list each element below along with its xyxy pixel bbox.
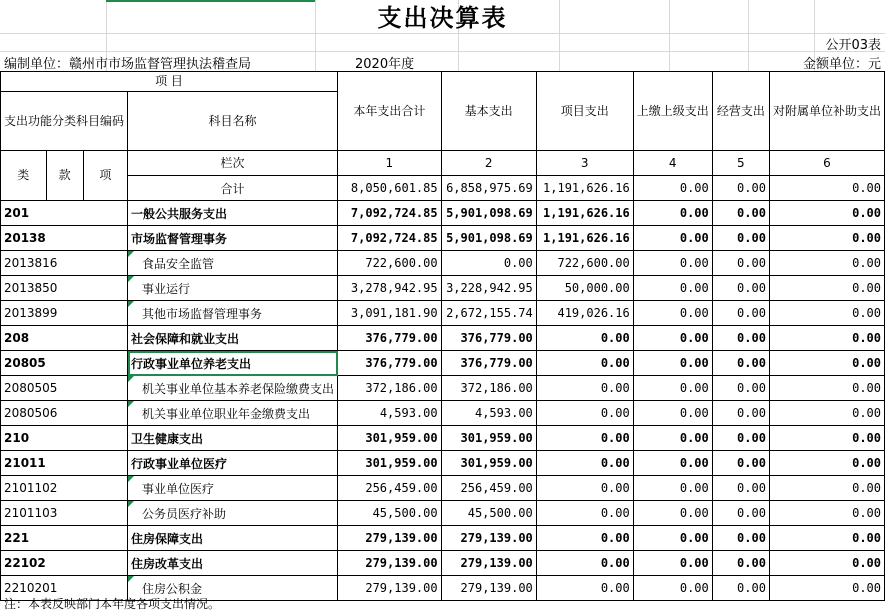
table-row: [1, 476, 885, 501]
row-value[interactable]: 376,779.00: [338, 326, 442, 351]
row-value[interactable]: 372,186.00: [441, 376, 536, 401]
row-value[interactable]: 0.00: [633, 201, 712, 226]
row-value[interactable]: 301,959.00: [338, 451, 442, 476]
expenditure-table: [0, 71, 885, 601]
table-row: [1, 501, 885, 526]
row-value[interactable]: 0.00: [712, 426, 769, 451]
row-value[interactable]: 376,779.00: [441, 326, 536, 351]
row-value[interactable]: 0.00: [633, 401, 712, 426]
row-value[interactable]: 0.00: [769, 501, 884, 526]
row-value[interactable]: 0.00: [536, 551, 633, 576]
row-name[interactable]: 社会保障和就业支出: [128, 326, 338, 351]
row-value[interactable]: 0.00: [712, 226, 769, 251]
form-number: 公开03表: [825, 38, 881, 53]
row-value[interactable]: 279,139.00: [338, 576, 442, 601]
row-value[interactable]: 256,459.00: [338, 476, 442, 501]
row-value[interactable]: 376,779.00: [338, 351, 442, 376]
total-cell[interactable]: 0.00: [769, 176, 884, 201]
currency-unit: 金额单位：元: [802, 57, 881, 72]
row-value[interactable]: 0.00: [769, 376, 884, 401]
row-value[interactable]: 0.00: [712, 376, 769, 401]
row-value[interactable]: 0.00: [712, 526, 769, 551]
row-value[interactable]: 372,186.00: [338, 376, 442, 401]
report-year: 2020年度: [355, 57, 415, 72]
row-name[interactable]: 行政事业单位医疗: [128, 451, 338, 476]
header-name[interactable]: 科目名称: [128, 92, 338, 151]
row-value[interactable]: 3,228,942.95: [441, 276, 536, 301]
row-value[interactable]: 0.00: [536, 326, 633, 351]
row-name[interactable]: 行政事业单位养老支出: [128, 351, 338, 376]
row-value[interactable]: 0.00: [536, 576, 633, 601]
row-value[interactable]: 3,091,181.90: [338, 301, 442, 326]
row-code[interactable]: 208: [1, 326, 128, 351]
col-number[interactable]: 1: [338, 151, 442, 176]
row-value[interactable]: 2,672,155.74: [441, 301, 536, 326]
row-name[interactable]: 事业单位医疗: [128, 476, 338, 501]
row-name[interactable]: 一般公共服务支出: [128, 201, 338, 226]
total-cell[interactable]: 0.00: [633, 176, 712, 201]
table-row: [1, 226, 885, 251]
row-value[interactable]: 0.00: [536, 501, 633, 526]
row-value[interactable]: 0.00: [633, 326, 712, 351]
row-value[interactable]: 0.00: [633, 476, 712, 501]
row-value[interactable]: 279,139.00: [441, 551, 536, 576]
row-name[interactable]: 住房改革支出: [128, 551, 338, 576]
row-value[interactable]: 0.00: [769, 576, 884, 601]
row-code[interactable]: 2101103: [1, 501, 128, 526]
col-number[interactable]: 5: [712, 151, 769, 176]
row-name[interactable]: 机关事业单位职业年金缴费支出: [128, 401, 338, 426]
row-code[interactable]: 2013816: [1, 251, 128, 276]
row-code[interactable]: 22102: [1, 551, 128, 576]
row-value[interactable]: 0.00: [712, 401, 769, 426]
row-value[interactable]: 0.00: [712, 326, 769, 351]
row-name[interactable]: 公务员医疗补助: [128, 501, 338, 526]
row-value[interactable]: 419,026.16: [536, 301, 633, 326]
row-value[interactable]: 0.00: [769, 476, 884, 501]
row-name[interactable]: 卫生健康支出: [128, 426, 338, 451]
header-kuan[interactable]: 款: [46, 151, 83, 201]
header-col-6[interactable]: 对附属单位补助支出: [769, 72, 884, 151]
row-value[interactable]: 0.00: [769, 201, 884, 226]
row-value[interactable]: 4,593.00: [338, 401, 442, 426]
row-value[interactable]: 0.00: [712, 251, 769, 276]
row-value[interactable]: 0.00: [769, 551, 884, 576]
row-value[interactable]: 1,191,626.16: [536, 201, 633, 226]
header-lanci[interactable]: 栏次: [128, 151, 338, 176]
row-code[interactable]: 20805: [1, 351, 128, 376]
row-code[interactable]: 2210201: [1, 576, 128, 601]
table-row: [1, 376, 885, 401]
gridline: [0, 51, 885, 52]
row-value[interactable]: 0.00: [633, 301, 712, 326]
row-name[interactable]: 事业运行: [128, 276, 338, 301]
table-row: [1, 276, 885, 301]
page-title: 支出决算表: [377, 4, 508, 32]
row-value[interactable]: 0.00: [712, 201, 769, 226]
row-value[interactable]: 0.00: [712, 276, 769, 301]
row-value[interactable]: 0.00: [633, 351, 712, 376]
row-value[interactable]: 4,593.00: [441, 401, 536, 426]
row-value[interactable]: 0.00: [769, 451, 884, 476]
header-col-5[interactable]: 经营支出: [712, 72, 769, 151]
row-value[interactable]: 301,959.00: [441, 451, 536, 476]
table-row: [1, 451, 885, 476]
table-row: [1, 251, 885, 276]
compiling-unit: 编制单位：赣州市市场监督管理执法稽查局: [4, 57, 252, 72]
row-value[interactable]: 301,959.00: [338, 426, 442, 451]
row-value[interactable]: 301,959.00: [441, 426, 536, 451]
col-number[interactable]: 3: [536, 151, 633, 176]
col-number[interactable]: 6: [769, 151, 884, 176]
row-value[interactable]: 0.00: [712, 476, 769, 501]
row-value[interactable]: 0.00: [536, 526, 633, 551]
row-value[interactable]: 279,139.00: [441, 526, 536, 551]
table-row: [1, 401, 885, 426]
row-value[interactable]: 722,600.00: [338, 251, 442, 276]
row-value[interactable]: 0.00: [536, 451, 633, 476]
row-value[interactable]: 0.00: [769, 226, 884, 251]
total-label[interactable]: 合计: [128, 176, 338, 201]
row-value[interactable]: 0.00: [633, 276, 712, 301]
row-value[interactable]: 0.00: [712, 576, 769, 601]
row-value[interactable]: 0.00: [633, 526, 712, 551]
row-value[interactable]: 0.00: [536, 476, 633, 501]
row-value[interactable]: 0.00: [633, 226, 712, 251]
row-value[interactable]: 279,139.00: [338, 551, 442, 576]
row-code[interactable]: 2080505: [1, 376, 128, 401]
col-number[interactable]: 2: [441, 151, 536, 176]
row-value[interactable]: 722,600.00: [536, 251, 633, 276]
row-code[interactable]: 201: [1, 201, 128, 226]
row-value[interactable]: 0.00: [633, 501, 712, 526]
total-cell[interactable]: 6,858,975.69: [441, 176, 536, 201]
row-value[interactable]: 5,901,098.69: [441, 201, 536, 226]
row-code[interactable]: 21011: [1, 451, 128, 476]
row-name[interactable]: 市场监督管理事务: [128, 226, 338, 251]
row-code[interactable]: 2101102: [1, 476, 128, 501]
row-value[interactable]: 0.00: [536, 351, 633, 376]
table-row: [1, 301, 885, 326]
row-value[interactable]: 0.00: [769, 351, 884, 376]
row-value[interactable]: 0.00: [633, 451, 712, 476]
row-name[interactable]: 住房公积金: [128, 576, 338, 601]
row-value[interactable]: 279,139.00: [441, 576, 536, 601]
row-value[interactable]: 256,459.00: [441, 476, 536, 501]
row-value[interactable]: 45,500.00: [441, 501, 536, 526]
row-name[interactable]: 其他市场监督管理事务: [128, 301, 338, 326]
row-value[interactable]: 279,139.00: [338, 526, 442, 551]
row-value[interactable]: 7,092,724.85: [338, 226, 442, 251]
row-value[interactable]: 0.00: [712, 451, 769, 476]
row-value[interactable]: 0.00: [536, 426, 633, 451]
row-code[interactable]: 20138: [1, 226, 128, 251]
row-value[interactable]: 3,278,942.95: [338, 276, 442, 301]
row-value[interactable]: 0.00: [712, 351, 769, 376]
row-value[interactable]: 0.00: [769, 276, 884, 301]
row-value[interactable]: 0.00: [633, 251, 712, 276]
header-code[interactable]: 支出功能分类科目编码: [1, 92, 128, 151]
row-value[interactable]: 0.00: [633, 551, 712, 576]
row-code[interactable]: 2013899: [1, 301, 128, 326]
row-code[interactable]: 210: [1, 426, 128, 451]
row-name[interactable]: 机关事业单位基本养老保险缴费支出: [128, 376, 338, 401]
row-value[interactable]: 0.00: [769, 301, 884, 326]
row-value[interactable]: 0.00: [633, 576, 712, 601]
row-value[interactable]: 7,092,724.85: [338, 201, 442, 226]
row-code[interactable]: 2080506: [1, 401, 128, 426]
row-value[interactable]: 5,901,098.69: [441, 226, 536, 251]
table-row: [1, 326, 885, 351]
row-value[interactable]: 0.00: [536, 401, 633, 426]
row-value[interactable]: 0.00: [536, 376, 633, 401]
row-value[interactable]: 0.00: [712, 501, 769, 526]
header-col-4[interactable]: 上缴上级支出: [633, 72, 712, 151]
table-row: [1, 551, 885, 576]
row-name[interactable]: 食品安全监管: [128, 251, 338, 276]
table-row: [1, 426, 885, 451]
col-number[interactable]: 4: [633, 151, 712, 176]
row-value[interactable]: 50,000.00: [536, 276, 633, 301]
row-value[interactable]: 0.00: [712, 301, 769, 326]
row-value[interactable]: 45,500.00: [338, 501, 442, 526]
row-value[interactable]: 0.00: [769, 401, 884, 426]
row-code[interactable]: 2013850: [1, 276, 128, 301]
row-value[interactable]: 0.00: [633, 376, 712, 401]
header-col-1[interactable]: 本年支出合计: [338, 72, 442, 151]
table-row: [1, 351, 885, 376]
row-value[interactable]: 0.00: [441, 251, 536, 276]
row-value[interactable]: 0.00: [769, 251, 884, 276]
row-value[interactable]: 376,779.00: [441, 351, 536, 376]
row-value[interactable]: 1,191,626.16: [536, 226, 633, 251]
table-row: [1, 526, 885, 551]
row-code[interactable]: 221: [1, 526, 128, 551]
header-col-2[interactable]: 基本支出: [441, 72, 536, 151]
row-value[interactable]: 0.00: [769, 326, 884, 351]
row-value[interactable]: 0.00: [633, 426, 712, 451]
table-row: [1, 201, 885, 226]
row-value[interactable]: 0.00: [769, 526, 884, 551]
total-cell[interactable]: 8,050,601.85: [338, 176, 442, 201]
header-col-3[interactable]: 项目支出: [536, 72, 633, 151]
total-cell[interactable]: 1,191,626.16: [536, 176, 633, 201]
total-cell[interactable]: 0.00: [712, 176, 769, 201]
row-value[interactable]: 0.00: [769, 426, 884, 451]
header-item-group: 项 目: [1, 72, 338, 92]
footnote: 注：本表反映部门本年度各项支出情况。: [4, 597, 221, 611]
row-name[interactable]: 住房保障支出: [128, 526, 338, 551]
row-value[interactable]: 0.00: [712, 551, 769, 576]
header-xiang[interactable]: 项: [83, 151, 127, 201]
header-lei[interactable]: 类: [1, 151, 47, 201]
